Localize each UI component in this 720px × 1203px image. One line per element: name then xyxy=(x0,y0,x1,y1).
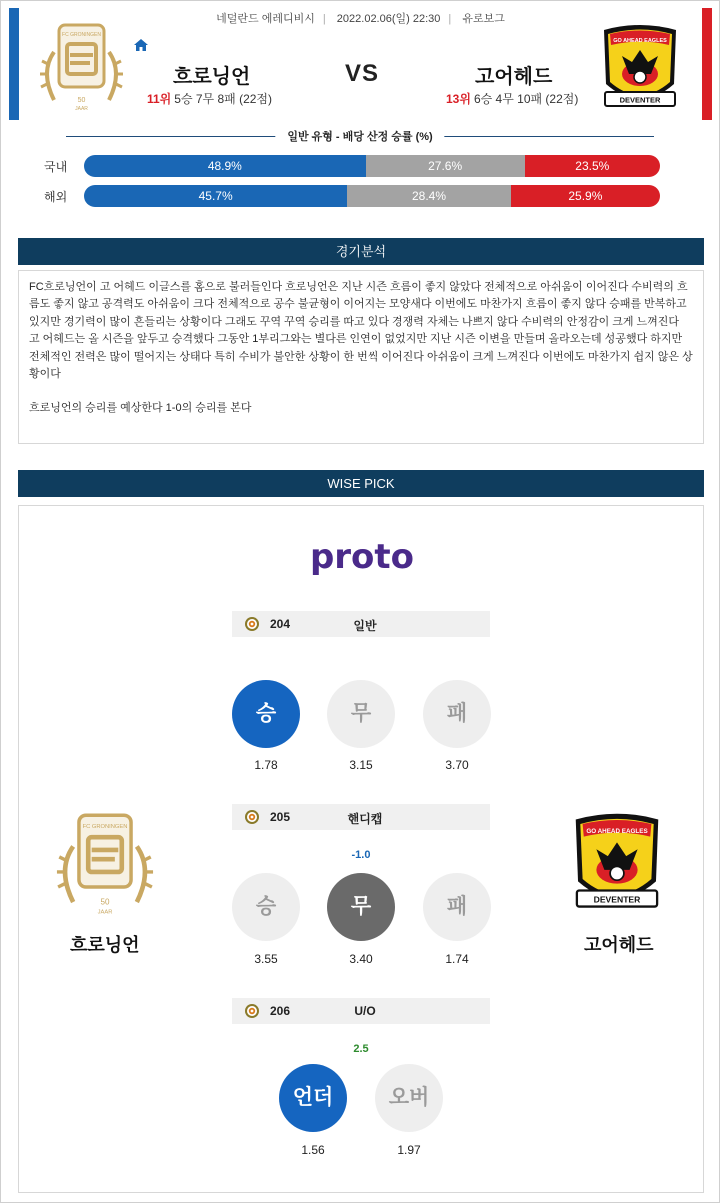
odds-title: 일반 유형 - 배당 산정 승률 (%) xyxy=(275,128,444,144)
pick-option-draw[interactable]: 무 xyxy=(327,873,395,941)
handicap-line: -1.0 xyxy=(351,849,371,861)
league-name: 네덜란드 에레디비시 xyxy=(216,13,315,25)
svg-text:GO AHEAD EAGLES: GO AHEAD EAGLES xyxy=(586,828,648,836)
home-team-name-large: 흐로닝언 xyxy=(70,935,140,955)
wise-pick-section-header: WISE PICK xyxy=(18,470,704,497)
svg-text:50: 50 xyxy=(100,897,110,907)
bet-number: 205 xyxy=(270,810,291,824)
odds-bar xyxy=(84,155,660,177)
pick-option-draw[interactable]: 무 xyxy=(327,680,395,748)
analysis-text-box xyxy=(18,270,704,444)
match-datetime: 2022.02.06(일) 22:30 xyxy=(336,13,441,25)
proto-brand-logo xyxy=(304,537,420,579)
home-icon xyxy=(133,38,149,52)
svg-text:FC GRONINGEN: FC GRONINGEN xyxy=(82,823,128,830)
pick-option-win[interactable]: 승 xyxy=(232,873,300,941)
win-rate-segment: 45.7% xyxy=(84,185,347,207)
odd-value: 3.70 xyxy=(445,758,469,772)
analysis-paragraph: 고 어헤드는 올 시즌을 앞두고 승격했다 그동안 1부리그와는 별다른 인연이 없었지만 지난 시즌 이변을 만들며 올라오는데 성공했다 하지만 전체적인 전력은 많이 떨어지는 상태다 특히 수비가 불안한 상황이 한 번씩 이어진다 아쉬움이 크게 느껴진다 이번에도 마찬가지 쉽지 않은 상황이다 xyxy=(29,333,693,381)
odd-value: 1.56 xyxy=(301,1143,325,1157)
svg-text:JAAR: JAAR xyxy=(97,909,113,916)
loss-rate-segment: 23.5% xyxy=(525,155,660,177)
bet-number: 204 xyxy=(270,617,291,631)
odds-row-label: 국내 xyxy=(44,160,68,174)
odd-value: 3.55 xyxy=(254,952,278,966)
pick-option-over[interactable]: 오버 xyxy=(375,1064,443,1132)
draw-rate-segment: 27.6% xyxy=(366,155,525,177)
odd-value: 1.74 xyxy=(445,952,469,966)
odd-value: 3.40 xyxy=(349,952,373,966)
home-team-logo-large xyxy=(50,810,160,920)
analysis-section-header: 경기분석 xyxy=(18,238,704,265)
odd-value: 1.97 xyxy=(397,1143,421,1157)
away-record xyxy=(446,90,578,107)
odds-row-overseas xyxy=(44,185,664,207)
match-category: 유로보그 xyxy=(462,13,505,25)
away-team-name: 고어헤드 xyxy=(475,66,553,88)
bet-number: 206 xyxy=(270,1004,291,1018)
svg-text:GO AHEAD EAGLES: GO AHEAD EAGLES xyxy=(613,38,667,44)
bet-type: U/O xyxy=(354,1004,376,1018)
odd-value: 3.15 xyxy=(349,758,373,772)
svg-text:50: 50 xyxy=(77,97,86,104)
pick-option-loss[interactable]: 패 xyxy=(423,680,491,748)
total-line: 2.5 xyxy=(353,1043,369,1055)
odds-row-domestic xyxy=(44,155,664,177)
home-rank: 11위 xyxy=(147,92,172,106)
match-header xyxy=(9,8,712,120)
svg-text:proto: proto xyxy=(309,537,415,577)
pick-option-under[interactable]: 언더 xyxy=(279,1064,347,1132)
bet-header-206 xyxy=(232,998,490,1024)
odds-bar xyxy=(84,185,660,207)
svg-text:FC GRONINGEN: FC GRONINGEN xyxy=(62,32,101,38)
analysis-prediction: 흐로닝언의 승리를 예상한다 1-0의 승리를 본다 xyxy=(29,402,252,415)
away-record-text: 6승 4무 10패 (22점) xyxy=(473,92,579,106)
home-record xyxy=(147,90,272,107)
bet-header-204 xyxy=(232,611,490,637)
pick-option-win[interactable]: 승 xyxy=(232,680,300,748)
analysis-paragraph: FC흐로닝언이 고 어헤드 이글스를 홈으로 불러들인다 흐로닝언은 지난 시즌 흐름이 좋지 않았다 전체적으로 아쉬움이 이어진다 수비력의 흐름도 좋지 않고 공격력도 아쉬움이 크다 전체적으로 공수 불균형이 이어지는 모양새다 이번에도 마찬가지 흐름이 좋지 않다 승패를 반복하고 있지만 경기력이 많이 흔들리는 상황이다 그래도 꾸역 꾸역 승리를 따고 있다 경쟁력 자체는 나쁘지 않다 수비력의 안정감이 크게 느껴진다 xyxy=(29,281,688,328)
bet-type: 핸디캡 xyxy=(347,812,383,826)
bet-header-205 xyxy=(232,804,490,830)
away-team-logo-large xyxy=(570,808,664,918)
match-meta: 네덜란드 에레디비시 | 2022.02.06(일) 22:30 | 유로보그 xyxy=(216,13,505,25)
home-team-name: 흐로닝언 xyxy=(173,66,251,88)
draw-rate-segment: 28.4% xyxy=(347,185,511,207)
odds-title-divider xyxy=(66,127,654,145)
svg-text:DEVENTER: DEVENTER xyxy=(619,95,661,105)
home-team-logo xyxy=(34,22,129,114)
home-record-text: 5승 7무 8패 (22점) xyxy=(174,92,273,106)
pick-option-loss[interactable]: 패 xyxy=(423,873,491,941)
away-rank: 13위 xyxy=(446,92,471,106)
vs-label: VS xyxy=(345,60,380,87)
odd-value: 1.78 xyxy=(254,758,278,772)
bet-type: 일반 xyxy=(353,619,377,633)
svg-text:JAAR: JAAR xyxy=(75,106,88,112)
win-rate-segment: 48.9% xyxy=(84,155,366,177)
away-team-name-large: 고어헤드 xyxy=(584,935,654,955)
away-team-logo xyxy=(599,22,681,114)
odds-row-label: 해외 xyxy=(44,190,68,204)
loss-rate-segment: 25.9% xyxy=(511,185,660,207)
svg-text:DEVENTER: DEVENTER xyxy=(593,894,641,905)
